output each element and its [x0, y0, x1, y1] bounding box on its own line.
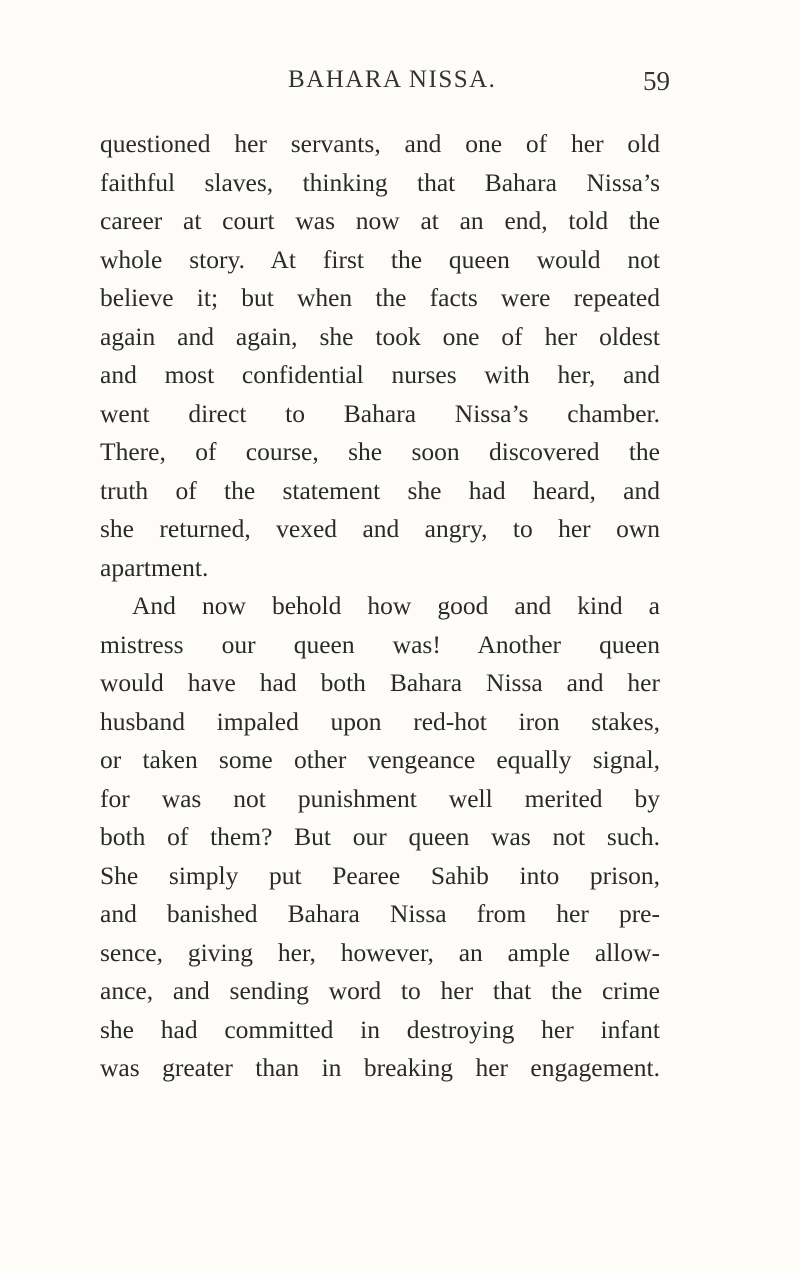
text-line: faithful slaves, thinking that Bahara Nissa’s	[100, 167, 660, 197]
text-line: she had committed in destroying her infant	[100, 1014, 660, 1044]
text-line: And now behold how good and kind a	[132, 591, 660, 620]
body-text	[100, 125, 660, 1088]
text-line: mistress our queen was! Another queen	[100, 629, 660, 659]
text-line: or taken some other vengeance equally signal,	[100, 745, 660, 774]
text-line: apartment.	[100, 552, 209, 582]
text-line: both of them? But our queen was not such.	[100, 822, 660, 851]
text-line: whole story. At first the queen would not	[100, 244, 660, 274]
text-line: and banished Bahara Nissa from her pre-	[100, 899, 660, 928]
text-line: ance, and sending word to her that the crime	[100, 976, 660, 1005]
text-line: career at court was now at an end, told the	[100, 206, 660, 235]
text-line: She simply put Pearee Sahib into prison,	[100, 860, 660, 890]
text-line: she returned, vexed and angry, to her own	[100, 514, 660, 543]
text-line: truth of the statement she had heard, and	[100, 475, 660, 505]
text-line: would have had both Bahara Nissa and her	[100, 668, 660, 697]
text-line: sence, giving her, however, an ample allow-	[100, 937, 660, 967]
text-line: went direct to Bahara Nissa’s chamber.	[100, 398, 660, 428]
text-line: questioned her servants, and one of her old	[100, 129, 660, 158]
text-line: again and again, she took one of her oldest	[100, 321, 660, 351]
text-line: for was not punishment well merited by	[100, 783, 660, 813]
text-line: husband impaled upon red-hot iron stakes,	[100, 706, 660, 736]
running-head	[0, 66, 800, 100]
text-line: believe it; but when the facts were repeated	[100, 283, 660, 312]
running-title: BAHARA NISSA.	[288, 66, 497, 93]
text-line: was greater than in breaking her engagement.	[100, 1053, 660, 1082]
text-line: and most confidential nurses with her, and	[100, 360, 660, 389]
text-line: There, of course, she soon discovered the	[100, 437, 660, 466]
page-number: 59	[643, 66, 670, 96]
